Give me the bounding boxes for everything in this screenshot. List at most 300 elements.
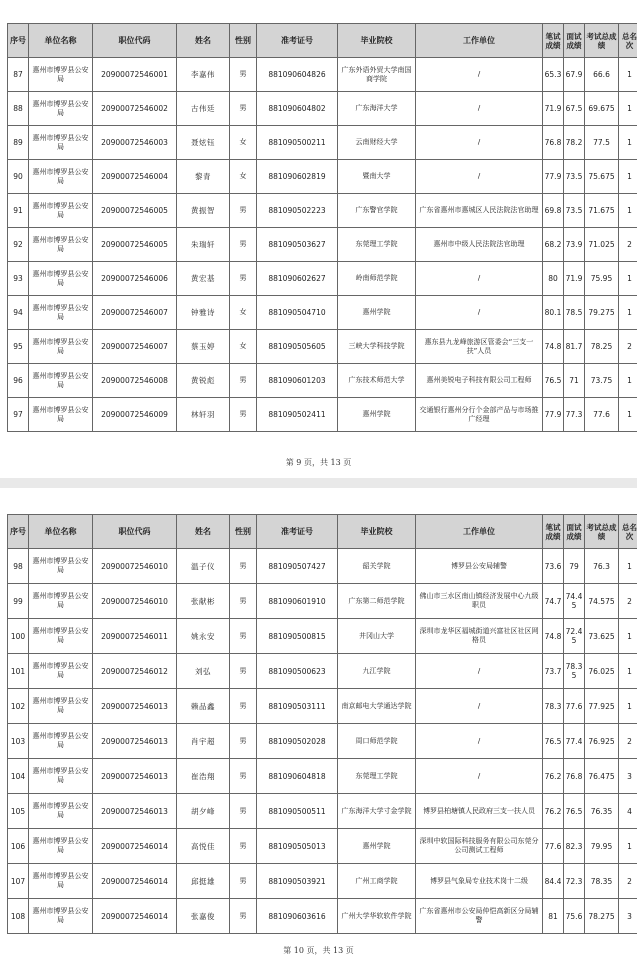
cell-interview-score: 81.7 (564, 330, 585, 364)
cell-exam-number: 881090602627 (257, 262, 338, 296)
header-name: 姓名 (177, 24, 230, 58)
cell-index: 88 (8, 92, 29, 126)
cell-school: 广州大学华软软件学院 (338, 899, 416, 934)
cell-name: 刘弘 (177, 654, 230, 689)
cell-position-code: 20900072546014 (93, 864, 177, 899)
cell-index: 104 (8, 759, 29, 794)
table-row (8, 160, 637, 194)
table-row (8, 689, 637, 724)
cell-name: 李嘉伟 (177, 58, 230, 92)
cell-unit: 惠州市博罗县公安局 (29, 759, 93, 794)
cell-exam-number: 881090502223 (257, 194, 338, 228)
cell-gender: 男 (230, 262, 257, 296)
cell-index: 90 (8, 160, 29, 194)
cell-rank: 1 (619, 126, 637, 160)
cell-name: 姚永安 (177, 619, 230, 654)
cell-written-score: 76.8 (543, 126, 564, 160)
cell-name: 聂炫钰 (177, 126, 230, 160)
table-row (8, 194, 637, 228)
cell-gender: 女 (230, 330, 257, 364)
cell-school: 韶关学院 (338, 549, 416, 584)
header-unit: 单位名称 (29, 24, 93, 58)
cell-school: 惠州学院 (338, 296, 416, 330)
cell-interview-score: 72.3 (564, 864, 585, 899)
cell-written-score: 76.2 (543, 794, 564, 829)
cell-written-score: 69.8 (543, 194, 564, 228)
cell-school: 广东警官学院 (338, 194, 416, 228)
cell-exam-number: 881090502028 (257, 724, 338, 759)
cell-interview-score: 82.3 (564, 829, 585, 864)
cell-rank: 3 (619, 899, 637, 934)
cell-unit: 惠州市博罗县公安局 (29, 398, 93, 432)
cell-written-score: 73.7 (543, 654, 564, 689)
cell-exam-number: 881090500511 (257, 794, 338, 829)
cell-workplace: / (416, 296, 543, 330)
cell-rank: 1 (619, 262, 637, 296)
header-total-score: 考试总成绩 (585, 24, 619, 58)
table-row (8, 228, 637, 262)
table-row (8, 794, 637, 829)
cell-workplace: 惠东县九龙峰旅游区管委会“三支一扶”人员 (416, 330, 543, 364)
cell-unit: 惠州市博罗县公安局 (29, 92, 93, 126)
header-unit: 单位名称 (29, 515, 93, 549)
cell-exam-number: 881090604802 (257, 92, 338, 126)
table-row (8, 126, 637, 160)
cell-exam-number: 881090601203 (257, 364, 338, 398)
table-row (8, 829, 637, 864)
cell-interview-score: 77.4 (564, 724, 585, 759)
cell-gender: 男 (230, 829, 257, 864)
cell-unit: 惠州市博罗县公安局 (29, 899, 93, 934)
cell-written-score: 77.9 (543, 398, 564, 432)
cell-position-code: 20900072546005 (93, 194, 177, 228)
cell-total-score: 73.75 (585, 364, 619, 398)
cell-total-score: 74.575 (585, 584, 619, 619)
header-gender: 性别 (230, 515, 257, 549)
cell-position-code: 20900072546008 (93, 364, 177, 398)
cell-index: 87 (8, 58, 29, 92)
cell-rank: 2 (619, 584, 637, 619)
cell-gender: 女 (230, 296, 257, 330)
header-school: 毕业院校 (338, 515, 416, 549)
cell-school: 惠州学院 (338, 398, 416, 432)
cell-gender: 男 (230, 194, 257, 228)
cell-position-code: 20900072546010 (93, 584, 177, 619)
cell-rank: 1 (619, 92, 637, 126)
table-row (8, 398, 637, 432)
table-header-row (8, 515, 637, 549)
cell-school: 云南财经大学 (338, 126, 416, 160)
cell-gender: 男 (230, 759, 257, 794)
cell-unit: 惠州市博罗县公安局 (29, 654, 93, 689)
cell-unit: 惠州市博罗县公安局 (29, 584, 93, 619)
header-total-score: 考试总成绩 (585, 515, 619, 549)
document-page-9 (0, 0, 637, 478)
table-row (8, 759, 637, 794)
cell-index: 89 (8, 126, 29, 160)
cell-unit: 惠州市博罗县公安局 (29, 619, 93, 654)
table-row (8, 262, 637, 296)
results-table (7, 23, 637, 432)
cell-school: 东莞理工学院 (338, 228, 416, 262)
cell-position-code: 20900072546002 (93, 92, 177, 126)
cell-index: 105 (8, 794, 29, 829)
cell-workplace: / (416, 92, 543, 126)
cell-total-score: 78.275 (585, 899, 619, 934)
cell-name: 黎青 (177, 160, 230, 194)
cell-exam-number: 881090602819 (257, 160, 338, 194)
cell-unit: 惠州市博罗县公安局 (29, 330, 93, 364)
cell-gender: 男 (230, 92, 257, 126)
cell-written-score: 78.3 (543, 689, 564, 724)
cell-unit: 惠州市博罗县公安局 (29, 864, 93, 899)
cell-index: 99 (8, 584, 29, 619)
cell-index: 108 (8, 899, 29, 934)
cell-index: 96 (8, 364, 29, 398)
header-position-code: 职位代码 (93, 515, 177, 549)
cell-total-score: 76.025 (585, 654, 619, 689)
cell-gender: 男 (230, 619, 257, 654)
cell-interview-score: 78.35 (564, 654, 585, 689)
table-row (8, 92, 637, 126)
cell-index: 97 (8, 398, 29, 432)
cell-written-score: 76.5 (543, 364, 564, 398)
cell-rank: 1 (619, 549, 637, 584)
cell-workplace: 惠州市中级人民法院法官助理 (416, 228, 543, 262)
cell-position-code: 20900072546012 (93, 654, 177, 689)
cell-total-score: 76.925 (585, 724, 619, 759)
cell-unit: 惠州市博罗县公安局 (29, 194, 93, 228)
cell-rank: 1 (619, 654, 637, 689)
cell-exam-number: 881090604818 (257, 759, 338, 794)
cell-interview-score: 67.5 (564, 92, 585, 126)
cell-written-score: 74.8 (543, 619, 564, 654)
cell-gender: 男 (230, 364, 257, 398)
cell-written-score: 65.3 (543, 58, 564, 92)
cell-position-code: 20900072546009 (93, 398, 177, 432)
cell-index: 106 (8, 829, 29, 864)
cell-position-code: 20900072546013 (93, 759, 177, 794)
cell-unit: 惠州市博罗县公安局 (29, 794, 93, 829)
header-gender: 性别 (230, 24, 257, 58)
cell-unit: 惠州市博罗县公安局 (29, 228, 93, 262)
cell-position-code: 20900072546013 (93, 794, 177, 829)
cell-gender: 男 (230, 654, 257, 689)
cell-exam-number: 881090502411 (257, 398, 338, 432)
cell-rank: 3 (619, 759, 637, 794)
cell-gender: 女 (230, 160, 257, 194)
cell-gender: 女 (230, 126, 257, 160)
cell-total-score: 76.475 (585, 759, 619, 794)
cell-index: 98 (8, 549, 29, 584)
cell-interview-score: 73.5 (564, 194, 585, 228)
cell-name: 温子仪 (177, 549, 230, 584)
cell-interview-score: 77.6 (564, 689, 585, 724)
cell-gender: 男 (230, 549, 257, 584)
header-exam-number: 准考证号 (257, 515, 338, 549)
cell-gender: 男 (230, 228, 257, 262)
cell-written-score: 84.4 (543, 864, 564, 899)
cell-index: 103 (8, 724, 29, 759)
cell-school: 广东第二师范学院 (338, 584, 416, 619)
cell-position-code: 20900072546007 (93, 296, 177, 330)
cell-index: 100 (8, 619, 29, 654)
cell-interview-score: 79 (564, 549, 585, 584)
cell-name: 邱挺雄 (177, 864, 230, 899)
cell-unit: 惠州市博罗县公安局 (29, 724, 93, 759)
cell-interview-score: 72.45 (564, 619, 585, 654)
cell-unit: 惠州市博罗县公安局 (29, 689, 93, 724)
cell-written-score: 68.2 (543, 228, 564, 262)
cell-interview-score: 73.9 (564, 228, 585, 262)
cell-exam-number: 881090604826 (257, 58, 338, 92)
table-row (8, 364, 637, 398)
cell-name: 黄锐彪 (177, 364, 230, 398)
header-interview-score: 面试成绩 (564, 515, 585, 549)
cell-position-code: 20900072546014 (93, 899, 177, 934)
cell-position-code: 20900072546011 (93, 619, 177, 654)
cell-workplace: 交通银行惠州分行个金部产品与市场推广经理 (416, 398, 543, 432)
cell-total-score: 75.675 (585, 160, 619, 194)
cell-rank: 4 (619, 794, 637, 829)
cell-total-score: 79.95 (585, 829, 619, 864)
cell-name: 张嘉俊 (177, 899, 230, 934)
cell-gender: 男 (230, 724, 257, 759)
cell-name: 高悦佳 (177, 829, 230, 864)
cell-rank: 1 (619, 398, 637, 432)
cell-total-score: 77.5 (585, 126, 619, 160)
cell-gender: 男 (230, 864, 257, 899)
cell-school: 周口师范学院 (338, 724, 416, 759)
cell-workplace: / (416, 126, 543, 160)
cell-position-code: 20900072546004 (93, 160, 177, 194)
cell-school: 井冈山大学 (338, 619, 416, 654)
header-rank: 总名次 (619, 515, 637, 549)
cell-unit: 惠州市博罗县公安局 (29, 160, 93, 194)
cell-total-score: 73.625 (585, 619, 619, 654)
cell-written-score: 76.2 (543, 759, 564, 794)
cell-school: 广东海洋大学 (338, 92, 416, 126)
cell-index: 94 (8, 296, 29, 330)
cell-school: 广州工商学院 (338, 864, 416, 899)
cell-interview-score: 76.8 (564, 759, 585, 794)
cell-total-score: 69.675 (585, 92, 619, 126)
cell-name: 赖品鑫 (177, 689, 230, 724)
cell-rank: 1 (619, 829, 637, 864)
cell-written-score: 77.9 (543, 160, 564, 194)
cell-written-score: 74.7 (543, 584, 564, 619)
table-row (8, 549, 637, 584)
cell-name: 张献彬 (177, 584, 230, 619)
cell-rank: 2 (619, 864, 637, 899)
cell-exam-number: 881090603616 (257, 899, 338, 934)
cell-workplace: / (416, 724, 543, 759)
cell-position-code: 20900072546005 (93, 228, 177, 262)
cell-exam-number: 881090500815 (257, 619, 338, 654)
cell-position-code: 20900072546003 (93, 126, 177, 160)
cell-interview-score: 77.3 (564, 398, 585, 432)
cell-written-score: 80.1 (543, 296, 564, 330)
cell-position-code: 20900072546013 (93, 689, 177, 724)
cell-gender: 男 (230, 58, 257, 92)
cell-total-score: 75.95 (585, 262, 619, 296)
cell-exam-number: 881090503921 (257, 864, 338, 899)
cell-index: 92 (8, 228, 29, 262)
cell-exam-number: 881090500623 (257, 654, 338, 689)
cell-position-code: 20900072546010 (93, 549, 177, 584)
cell-rank: 2 (619, 724, 637, 759)
cell-exam-number: 881090505605 (257, 330, 338, 364)
cell-exam-number: 881090503111 (257, 689, 338, 724)
cell-exam-number: 881090601910 (257, 584, 338, 619)
cell-interview-score: 78.2 (564, 126, 585, 160)
cell-total-score: 79.275 (585, 296, 619, 330)
cell-name: 古伟廷 (177, 92, 230, 126)
table-row (8, 296, 637, 330)
cell-rank: 1 (619, 689, 637, 724)
cell-written-score: 74.8 (543, 330, 564, 364)
cell-written-score: 71.9 (543, 92, 564, 126)
cell-position-code: 20900072546013 (93, 724, 177, 759)
cell-school: 广东外语外贸大学南国商学院 (338, 58, 416, 92)
document-page-10 (0, 488, 637, 960)
cell-name: 朱瑞轩 (177, 228, 230, 262)
cell-unit: 惠州市博罗县公安局 (29, 549, 93, 584)
cell-interview-score: 76.5 (564, 794, 585, 829)
results-table (7, 514, 637, 934)
header-workplace: 工作单位 (416, 24, 543, 58)
cell-school: 三峡大学科技学院 (338, 330, 416, 364)
cell-rank: 2 (619, 228, 637, 262)
cell-exam-number: 881090500211 (257, 126, 338, 160)
cell-written-score: 77.6 (543, 829, 564, 864)
table-row (8, 584, 637, 619)
cell-workplace: 博罗县气象局专业技术岗十二级 (416, 864, 543, 899)
cell-total-score: 71.025 (585, 228, 619, 262)
header-interview-score: 面试成绩 (564, 24, 585, 58)
cell-interview-score: 71.9 (564, 262, 585, 296)
cell-total-score: 77.925 (585, 689, 619, 724)
cell-rank: 1 (619, 619, 637, 654)
header-written-score: 笔试成绩 (543, 515, 564, 549)
cell-gender: 男 (230, 689, 257, 724)
table-row (8, 619, 637, 654)
table-row (8, 58, 637, 92)
header-name: 姓名 (177, 515, 230, 549)
cell-school: 南京邮电大学通达学院 (338, 689, 416, 724)
cell-name: 肖宇超 (177, 724, 230, 759)
cell-gender: 男 (230, 584, 257, 619)
cell-school: 岭南师范学院 (338, 262, 416, 296)
cell-unit: 惠州市博罗县公安局 (29, 296, 93, 330)
cell-total-score: 71.675 (585, 194, 619, 228)
cell-unit: 惠州市博罗县公安局 (29, 262, 93, 296)
cell-index: 107 (8, 864, 29, 899)
cell-workplace: 博罗县公安局辅警 (416, 549, 543, 584)
cell-workplace: 博罗县柏塘镇人民政府三支一扶人员 (416, 794, 543, 829)
table-row (8, 330, 637, 364)
header-workplace: 工作单位 (416, 515, 543, 549)
cell-school: 九江学院 (338, 654, 416, 689)
cell-index: 102 (8, 689, 29, 724)
header-written-score: 笔试成绩 (543, 24, 564, 58)
cell-interview-score: 73.5 (564, 160, 585, 194)
cell-exam-number: 881090503627 (257, 228, 338, 262)
cell-gender: 男 (230, 794, 257, 829)
table-row (8, 899, 637, 934)
cell-school: 暨南大学 (338, 160, 416, 194)
cell-rank: 1 (619, 364, 637, 398)
cell-workplace: 深圳市龙华区福城街道兴富社区社区网格员 (416, 619, 543, 654)
cell-name: 林轩羽 (177, 398, 230, 432)
header-rank: 总名次 (619, 24, 637, 58)
cell-name: 蔡玉婷 (177, 330, 230, 364)
cell-position-code: 20900072546006 (93, 262, 177, 296)
cell-interview-score: 75.6 (564, 899, 585, 934)
cell-name: 黄宏基 (177, 262, 230, 296)
cell-gender: 男 (230, 899, 257, 934)
cell-interview-score: 74.45 (564, 584, 585, 619)
cell-exam-number: 881090505013 (257, 829, 338, 864)
cell-total-score: 77.6 (585, 398, 619, 432)
cell-position-code: 20900072546014 (93, 829, 177, 864)
cell-written-score: 81 (543, 899, 564, 934)
page-footer: 第 9 页，共 13 页 (285, 458, 352, 467)
cell-exam-number: 881090507427 (257, 549, 338, 584)
cell-exam-number: 881090504710 (257, 296, 338, 330)
table-row (8, 864, 637, 899)
cell-school: 广东技术师范大学 (338, 364, 416, 398)
cell-index: 95 (8, 330, 29, 364)
cell-written-score: 73.6 (543, 549, 564, 584)
header-index: 序号 (8, 24, 29, 58)
cell-position-code: 20900072546001 (93, 58, 177, 92)
cell-rank: 1 (619, 194, 637, 228)
cell-workplace: / (416, 654, 543, 689)
cell-gender: 男 (230, 398, 257, 432)
cell-workplace: 惠州美锐电子科技有限公司工程师 (416, 364, 543, 398)
header-position-code: 职位代码 (93, 24, 177, 58)
table-row (8, 654, 637, 689)
header-exam-number: 准考证号 (257, 24, 338, 58)
cell-unit: 惠州市博罗县公安局 (29, 829, 93, 864)
cell-name: 崔浩翔 (177, 759, 230, 794)
cell-written-score: 76.5 (543, 724, 564, 759)
cell-unit: 惠州市博罗县公安局 (29, 126, 93, 160)
cell-school: 东莞理工学院 (338, 759, 416, 794)
cell-index: 101 (8, 654, 29, 689)
cell-written-score: 80 (543, 262, 564, 296)
cell-total-score: 78.35 (585, 864, 619, 899)
cell-index: 91 (8, 194, 29, 228)
page-footer: 第 10 页，共 13 页 (283, 946, 354, 955)
cell-workplace: 深圳中软国际科技服务有限公司东莞分公司测试工程师 (416, 829, 543, 864)
cell-workplace: 广东省惠州市惠城区人民法院法官助理 (416, 194, 543, 228)
cell-workplace: / (416, 689, 543, 724)
cell-unit: 惠州市博罗县公安局 (29, 364, 93, 398)
cell-total-score: 78.25 (585, 330, 619, 364)
cell-rank: 1 (619, 58, 637, 92)
table-row (8, 724, 637, 759)
cell-workplace: / (416, 759, 543, 794)
header-school: 毕业院校 (338, 24, 416, 58)
cell-name: 胡夕峰 (177, 794, 230, 829)
cell-workplace: / (416, 262, 543, 296)
cell-workplace: 佛山市三水区南山镇经济发展中心九级职员 (416, 584, 543, 619)
cell-total-score: 76.3 (585, 549, 619, 584)
cell-name: 黄振智 (177, 194, 230, 228)
cell-rank: 1 (619, 160, 637, 194)
